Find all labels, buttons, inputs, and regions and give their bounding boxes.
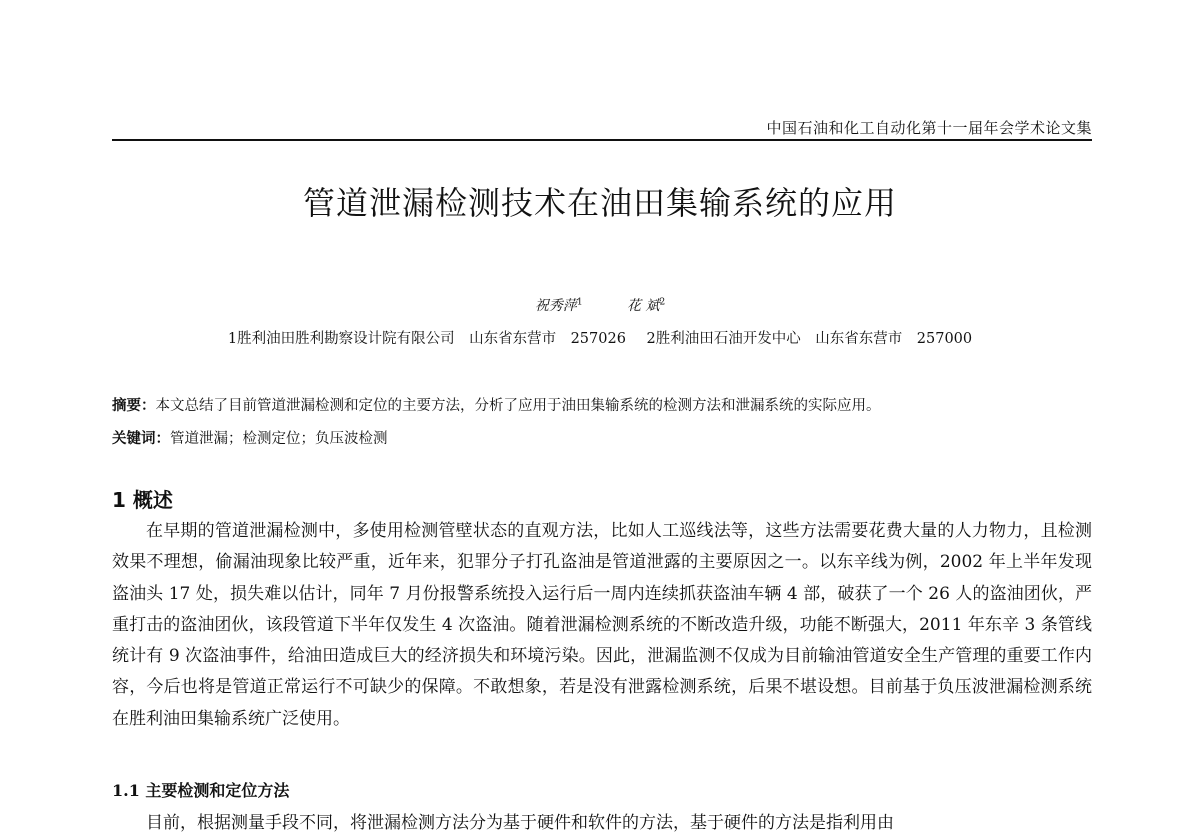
- affiliation-2: 2胜利油田石油开发中心 山东省东营市 257000: [646, 331, 973, 347]
- affiliation-line: [0, 327, 1200, 348]
- section-1-1-paragraph: 目前，根据测量手段不同，将泄漏检测方法分为基于硬件和软件的方法，基于硬件的方法是指利用由: [146, 813, 894, 833]
- section-1-paragraph: 在早期的管道泄漏检测中，多使用检测管壁状态的直观方法，比如人工巡线法等，这些方法需要花费大量的人力物力，且检测效果不理想，偷漏油现象比较严重，近年来，犯罪分子打孔盗油是管道泄露的主要原因之一。以东辛线为例，2002 年上半年发现盗油头 17 处，损失难以估计，同年 7 月份报警系统投入运行后一周内连续抓获盗油车辆 4 部，破获了一个 26 人的盗油团伙，严重打击的盗油团伙，该段管道下半年仅发生 4 次盗油。随着泄漏检测系统的不断改造升级，功能不断强大，2011 年东辛 3 条管线统计有 9 次盗油事件，给油田造成巨大的经济损失和环境污染。因此，泄漏监测不仅成为目前输油管道安全生产管理的重要工作内容，今后也将是管道正常运行不可缺少的保障。不敢想象，若是没有泄露检测系统，后果不堪设想。目前基于负压波泄漏检测系统在胜利油田集输系统广泛使用。: [112, 521, 1092, 729]
- header-rule: [112, 139, 1092, 141]
- author-2-affiliation-mark: 2: [659, 297, 666, 308]
- author-2-name: 花 斌: [627, 298, 660, 314]
- keywords: [112, 427, 1097, 448]
- running-header: 中国石油和化工自动化第十一届年会学术论文集: [766, 119, 1092, 137]
- affiliation-1: 1胜利油田胜利勘察设计院有限公司 山东省东营市 257026: [227, 331, 626, 347]
- abstract-text: 本文总结了目前管道泄漏检测和定位的主要方法，分析了应用于油田集输系统的检测方法和泄漏系统的实际应用。: [155, 398, 881, 414]
- author-1-affiliation-mark: 1: [576, 297, 583, 308]
- author-line: [0, 295, 1200, 315]
- abstract: [112, 394, 1097, 415]
- section-1-heading: 1 概述: [112, 488, 173, 512]
- author-1-name: 祝秀萍: [534, 298, 577, 314]
- author-1: [535, 295, 583, 315]
- paper-title: 管道泄漏检测技术在油田集输系统的应用: [302, 184, 897, 222]
- keywords-label: 关键词：: [112, 430, 170, 447]
- author-2: [627, 295, 665, 315]
- abstract-label: 摘要：: [112, 397, 156, 414]
- keywords-text: 管道泄漏；检测定位；负压波检测: [170, 431, 388, 447]
- section-1-1-heading: 1.1 主要检测和定位方法: [112, 781, 290, 800]
